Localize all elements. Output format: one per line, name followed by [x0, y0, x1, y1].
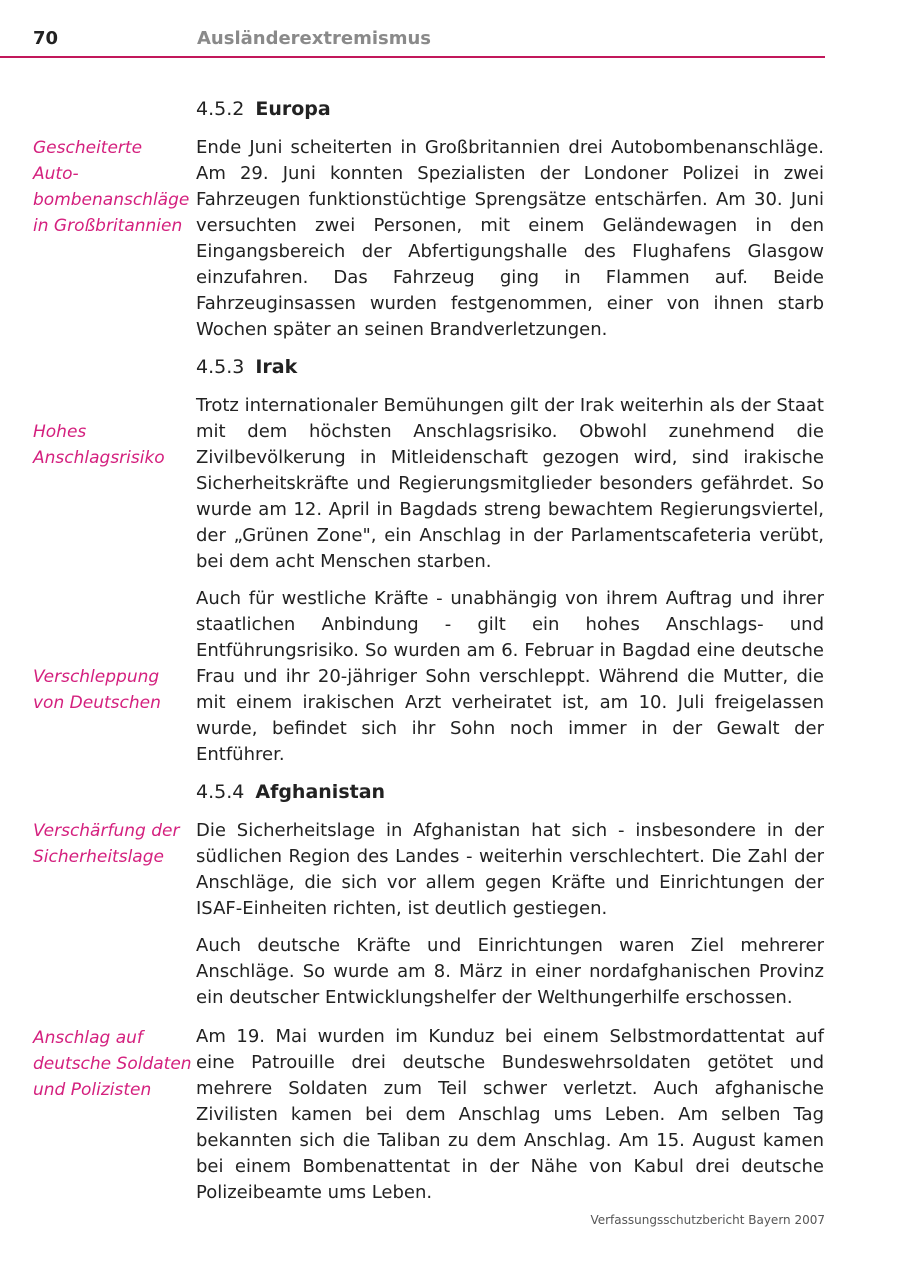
section-title: Europa	[255, 98, 331, 120]
margin-note-anschlag-soldaten	[33, 1025, 193, 1103]
section-title: Afghanistan	[255, 781, 386, 803]
margin-note-line: Verschleppung	[33, 667, 160, 687]
section-number: 4.5.3	[196, 356, 245, 378]
page-header	[33, 28, 825, 58]
margin-note-line: Hohes	[33, 422, 87, 442]
margin-note-anschlagsrisiko	[33, 419, 193, 471]
paragraph-afghanistan-1: Die Sicherheitslage in Afghanistan hat sich - insbesondere in der südlichen Region des Landes - weiterhin verschlechtert. Die Zahl der Anschläge, die sich vor allem gegen Kräfte und Einrichtungen der ISAF-Einheiten richten, ist deutlich gestiegen.	[196, 820, 824, 919]
margin-note-line: bombenanschläge	[33, 190, 190, 210]
margin-note-verschleppung	[33, 664, 193, 716]
margin-note-line: Sicherheitslage	[33, 847, 164, 867]
page-footer: Verfassungsschutzbericht Bayern 2007	[590, 1213, 825, 1227]
margin-note-line: in Großbritannien	[33, 216, 183, 236]
paragraph-irak-2: Auch für westliche Kräfte - unabhängig von ihrem Auftrag und ihrer staatlichen Anbindung - gilt ein hohes Anschlags- und Entführungsrisiko. So wurden am 6. Februar in Bagdad eine deutsche Frau und ihr 20-jähriger Sohn verschleppt. Während die Mutter, die mit einem irakischen Arzt verheiratet ist, am 10. Juli freigelassen wurde, befindet sich ihr Sohn noch immer in der Gewalt der Entführer.	[196, 588, 824, 765]
paragraph-europa: Ende Juni scheiterten in Großbritannien drei Autobombenanschläge. Am 29. Juni konnten Spezialisten der Londoner Polizei in zwei Fahrzeugen funktionstüchtige Sprengsätze entschärfen. Am 30. Juni versuchten zwei Personen, mit einem Geländewagen in den Eingangsbereich der Abfertigungshalle des Flughafens Glasgow einzufahren. Das Fahrzeug ging in Flammen auf. Beide Fahrzeuginsassen wurden festgenommen, einer von ihnen starb Wochen später an seinen Brandverletzungen.	[196, 137, 824, 340]
margin-note-line: deutsche Soldaten	[33, 1054, 192, 1074]
header-rule	[0, 56, 825, 58]
margin-note-line: und Polizisten	[33, 1080, 152, 1100]
paragraph-afghanistan-2: Auch deutsche Kräfte und Einrichtungen waren Ziel mehrerer Anschläge. So wurde am 8. März in einer nordafghanischen Provinz ein deutscher Entwicklungshelfer der Welthungerhilfe erschossen.	[196, 935, 824, 1008]
margin-note-line: Anschlag auf	[33, 1028, 143, 1048]
section-heading-afghanistan	[196, 779, 385, 805]
section-heading-irak	[196, 354, 297, 380]
page-number: 70	[33, 28, 59, 49]
section-heading-europa	[196, 96, 331, 122]
paragraph-irak-1: Trotz internationaler Bemühungen gilt der Irak weiterhin als der Staat mit dem höchsten Anschlagsrisiko. Obwohl zunehmend die Zivilbevölkerung in Mitleidenschaft gezogen wird, sind irakische Sicherheitskräfte und Regierungsmitglieder besonders gefährdet. So wurde am 12. April in Bagdads streng bewachtem Regierungsviertel, der „Grünen Zone", ein Anschlag in der Parlamentscafeteria verübt, bei dem acht Menschen starben.	[196, 395, 824, 572]
margin-note-line: Anschlagsrisiko	[33, 448, 165, 468]
margin-note-autobomben	[33, 135, 193, 239]
margin-note-line: von Deutschen	[33, 693, 161, 713]
paragraph-afghanistan-3: Am 19. Mai wurden im Kunduz bei einem Selbstmordattentat auf eine Patrouille drei deutsche Bundeswehrsoldaten getötet und mehrere Soldaten zum Teil schwer verletzt. Auch afghanische Zivilisten kamen bei dem Anschlag ums Leben. Am selben Tag bekannten sich die Taliban zu dem Anschlag. Am 15. August kamen bei einem Bombenattentat in der Nähe von Kabul drei deutsche Polizeibeamte ums Leben.	[196, 1026, 824, 1203]
margin-note-line: Gescheiterte Auto-	[33, 138, 143, 184]
section-number: 4.5.4	[196, 781, 245, 803]
section-number: 4.5.2	[196, 98, 245, 120]
running-title: Ausländerextremismus	[197, 28, 431, 49]
margin-note-sicherheitslage	[33, 818, 193, 870]
section-title: Irak	[255, 356, 298, 378]
margin-note-line: Verschärfung der	[33, 821, 180, 841]
